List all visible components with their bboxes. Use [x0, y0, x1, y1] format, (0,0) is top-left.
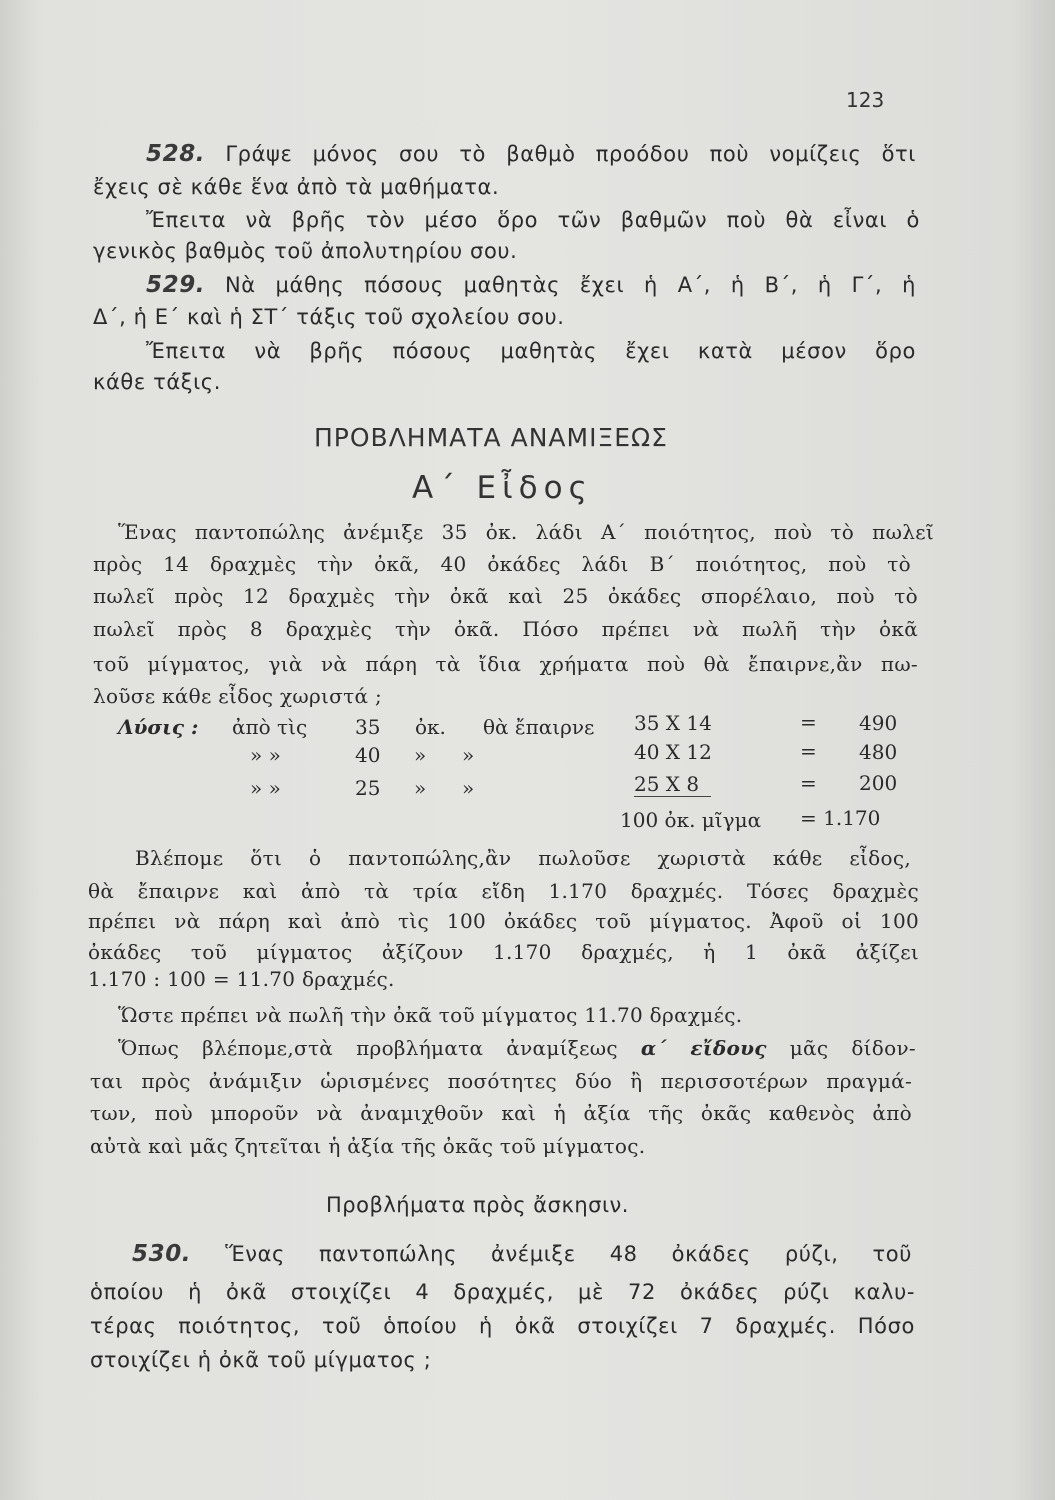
p529-line-2: Δ΄, ἡ Ε΄ καὶ ἡ ΣΤ΄ τάξις τοῦ σχολείου σου.	[93, 305, 565, 329]
solution-row-2-unit: »	[414, 743, 427, 767]
solution-label: Λύσις :	[118, 715, 199, 739]
solution-row-3-prefix: » »	[250, 776, 281, 800]
problem-number-529: 529.	[146, 272, 206, 298]
problem-number-530: 530.	[132, 1241, 192, 1267]
solution-row-1-eq: =	[800, 710, 817, 734]
p528-line-2: ἔχεις σὲ κάθε ἕνα ἀπὸ τὰ μαθήματα.	[93, 175, 500, 199]
solution-total-left: 100 ὀκ. μῖγμα	[620, 808, 762, 832]
solution-row-3-word: »	[462, 776, 475, 800]
solution-row-2-eq: =	[800, 739, 817, 763]
problem-number-528: 528.	[146, 141, 206, 167]
example-line-6: λοῦσε κάθε εἶδος χωριστά ;	[93, 684, 383, 708]
solution-row-3-eq: =	[800, 771, 817, 795]
solution-row-2-prefix: » »	[250, 743, 281, 767]
explanation-line-3: πρέπει νὰ πάρη καὶ ἀπὸ τὶς 100 ὀκάδες τοῦ μίγματος. Ἀφοῦ οἱ 100	[88, 909, 919, 933]
example-line-5: τοῦ μίγματος, γιὰ νὰ πάρη τὰ ἴδια χρήματα ποὺ θὰ ἔπαιρνε,ἂν πω-	[93, 652, 918, 676]
example-line-2: πρὸς 14 δραχμὲς τὴν ὀκᾶ, 40 ὀκάδες λάδι Β΄ ποιότητος, ποὺ τὸ	[93, 552, 911, 576]
explanation-line-6: Ὥστε πρέπει νὰ πωλῆ τὴν ὀκᾶ τοῦ μίγματος 11.70 δραχμές.	[118, 1003, 743, 1027]
p528-line-3: Ἔπειτα νὰ βρῆς τὸν μέσο ὅρο τῶν βαθμῶν ποὺ θὰ εἶναι ὁ	[146, 208, 920, 232]
explanation-line-1: Βλέπομε ὅτι ὁ παντοπώλης,ἂν πωλοῦσε χωριστὰ κάθε εἶδος,	[135, 846, 911, 870]
p530-line-1: 530. Ἕνας παντοπώλης ἀνέμιξε 48 ὀκάδες ρύζι, τοῦ	[132, 1241, 912, 1267]
example-line-3: πωλεῖ πρὸς 12 δραχμὲς τὴν ὀκᾶ καὶ 25 ὀκάδες σπορέλαιο, ποὺ τὸ	[93, 584, 918, 608]
p530-line-2: ὁποίου ἡ ὀκᾶ στοιχίζει 4 δραχμές, μὲ 72 ὀκάδες ρύζι καλυ-	[90, 1280, 915, 1304]
solution-row-2-product: 40 X 12	[634, 740, 712, 764]
explanation-line-4: ὀκάδες τοῦ μίγματος ἀξίζουν 1.170 δραχμές, ἡ 1 ὀκᾶ ἀξίζει	[88, 940, 919, 964]
solution-row-1-qty: 35	[355, 715, 381, 739]
example-line-4: πωλεῖ πρὸς 8 δραχμὲς τὴν ὀκᾶ. Πόσο πρέπει νὰ πωλῆ τὴν ὀκᾶ	[93, 617, 918, 641]
p528-line-4: γενικὸς βαθμὸς τοῦ ἀπολυτηρίου σου.	[93, 239, 518, 263]
p529-line-1: 529. Νὰ μάθης πόσους μαθητὰς ἔχει ἡ Α΄, ἡ Β΄, ἡ Γ΄, ἡ	[146, 272, 916, 298]
solution-row-1-word: θὰ ἔπαιρνε	[483, 715, 595, 739]
solution-row-1-unit: ὀκ.	[415, 715, 446, 739]
summary-line-4: αὐτὰ καὶ μᾶς ζητεῖται ἡ ἀξία τῆς ὀκᾶς τοῦ μίγματος.	[90, 1134, 646, 1158]
exercises-title: Προβλήματα πρὸς ἄσκησιν.	[326, 1193, 629, 1217]
solution-total-right: = 1.170	[800, 806, 881, 830]
solution-row-3-qty: 25	[355, 776, 381, 800]
solution-row-1-product: 35 X 14	[634, 711, 712, 735]
explanation-line-2: θὰ ἔπαιρνε καὶ ἀπὸ τὰ τρία εἴδη 1.170 δραχμές. Τόσες δραχμὲς	[88, 879, 919, 903]
solution-row-2-qty: 40	[355, 743, 381, 767]
solution-row-2-result: 480	[859, 740, 898, 764]
section-title: ΠΡΟΒΛΗΜΑΤΑ ΑΝΑΜΙΞΕΩΣ	[314, 423, 668, 452]
summary-line-1: Ὅπως βλέπομε,στὰ προβλήματα ἀναμίξεως α΄ εἴδους μᾶς δίδον-	[118, 1036, 916, 1060]
section-subtitle: Α΄ Εἶδος	[412, 470, 593, 506]
summary-line-2: ται πρὸς ἀνάμιξιν ὡρισμένες ποσότητες δύο ἢ περισσοτέρων πραγμά-	[90, 1069, 912, 1093]
solution-row-3-product: 25 X 8	[634, 772, 711, 797]
solution-row-3-unit: »	[414, 776, 427, 800]
p530-line-3: τέρας ποιότητος, τοῦ ὁποίου ἡ ὀκᾶ στοιχίζει 7 δραχμές. Πόσο	[90, 1314, 915, 1338]
summary-bold-term: α΄ εἴδους	[640, 1036, 767, 1060]
summary-line-3: των, ποὺ μποροῦν νὰ ἀναμιχθοῦν καὶ ἡ ἀξία τῆς ὀκᾶς καθενὸς ἀπὸ	[90, 1101, 912, 1125]
p530-line-4: στοιχίζει ἡ ὀκᾶ τοῦ μίγματος ;	[90, 1348, 432, 1372]
solution-row-3-result: 200	[859, 771, 898, 795]
example-line-1: Ἕνας παντοπώλης ἀνέμιξε 35 ὀκ. λάδι Α΄ ποιότητος, ποὺ τὸ πωλεῖ	[118, 520, 934, 544]
solution-row-2-word: »	[462, 743, 475, 767]
p529-line-3: Ἔπειτα νὰ βρῆς πόσους μαθητὰς ἔχει κατὰ μέσον ὅρο	[146, 339, 916, 363]
explanation-line-5: 1.170 : 100 = 11.70 δραχμές.	[88, 967, 395, 991]
p528-line-1: 528. Γράψε μόνος σου τὸ βαθμὸ προόδου ποὺ νομίζεις ὅτι	[146, 141, 916, 167]
page-number: 123	[846, 88, 885, 112]
solution-row-1-result: 490	[859, 711, 898, 735]
solution-row-1-prefix: ἀπὸ τὶς	[232, 715, 308, 739]
p529-line-4: κάθε τάξις.	[93, 370, 221, 394]
